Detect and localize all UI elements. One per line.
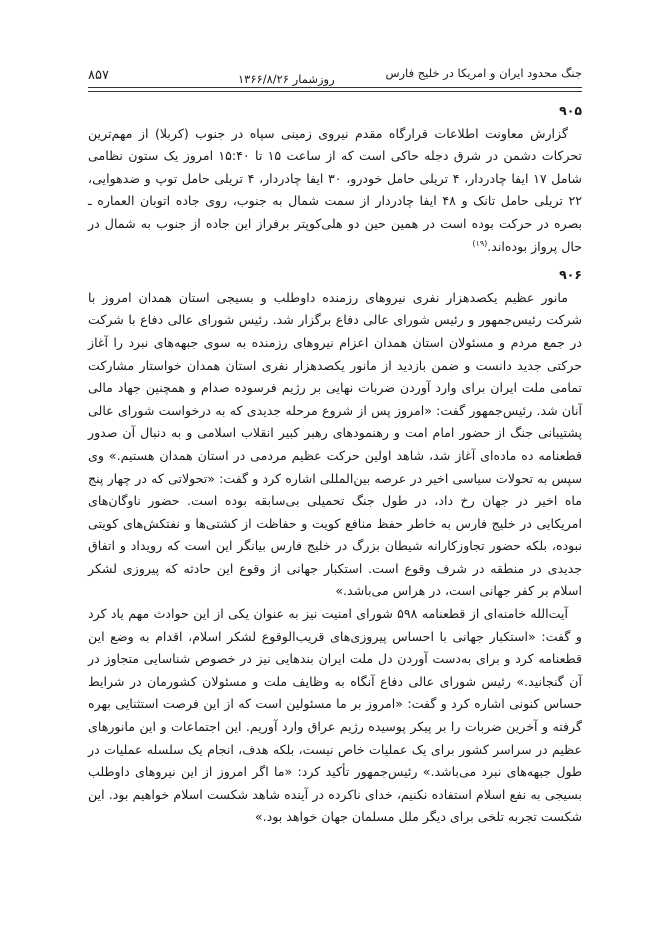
entry-number: ۹۰۵ — [559, 103, 582, 118]
footnote-ref: (۱۹) — [472, 238, 488, 248]
page-number: ۸۵۷ — [88, 68, 109, 83]
entry-paragraph: آیت‌الله خامنه‌ای از قطعنامه ۵۹۸ شورای امنیت نیز به عنوان یکی از این حوادث مهم یاد کرد و گفت: «استکبار جهانی با احساس پیروزی‌های قریب‌الوقوع لشکر اسلام، اقدام به وضع این قطعنامه کرد و برای به‌دست آوردن دل ملت ایران بندهایی نیز در خصوص شناسایی متجاوز در آن گنجانید.» رئیس شورای عالی دفاع آنگاه به وظایف ملت و مسئولان کشورمان در شرایط حساس کنونی اشاره کرد و گفت: «امروز بر ما مسئولین است که از این فرصت استثنایی بهره گرفته و آخرین ضربات را بر پیکر پوسیده رژیم عراق وارد آوریم. این اجتماعات و این مانورهای عظیم در سراسر کشور برای یک عملیات خاص نیست، بلکه هدف، انجام یک سلسله عملیات در طول جبهه‌های نبرد می‌باشد.» رئیس‌جمهور تأکید کرد: «ما اگر امروز از این نیروهای داوطلب بسیجی به نفع اسلام استفاده نکنیم، خدای ناکرده در آینده شاهد شکست اسلام خواهیم بود. این شکست تجربه تلخی برای دیگر ملل مسلمان جهان خواهد بود.» — [88, 606, 582, 825]
paragraph-text: گزارش معاونت اطلاعات قرارگاه مقدم نیروی زمینی سپاه در جنوب (کربلا) از مهم‌ترین تحرکات دشمن در شرق دجله حاکی است که از ساعت ۱۵ تا ۱۵:۴۰ امروز یک ستون نظامی شامل ۱۷ ایفا چادردار، ۴ تریلی حامل خودرو، ۳۰ ایفا چادردار، ۴ تریلی حامل توپ و ضدهوایی، ۲۲ تریلی حامل تانک و ۴۸ ایفا چادردار از سمت شمال به جنوب، روی جاده اتوبان العماره ـ بصره در حرکت بوده است در همین حین دو هلی‌کوپتر برفراز این جاده از جنوب به شمال در حال پرواز بوده‌اند. — [88, 125, 583, 254]
page-body — [88, 94, 582, 829]
running-header — [88, 66, 582, 92]
book-title: جنگ محدود ایران و امریکا در خلیج فارس — [385, 66, 582, 80]
entry-number: ۹۰۶ — [559, 267, 582, 283]
header-double-rule — [88, 87, 582, 92]
entry-paragraph: مانور عظیم یکصدهزار نفری نیروهای رزمنده داوطلب و بسیجی استان همدان امروز با شرکت رئیس‌جمهور و رئیس شورای عالی دفاع برگزار شد. رئیس شورای عالی دفاع با شرکت در جمع مردم و مسئولان استان همدان اعزام نیروهای رزمنده به سوی جبهه‌های نبرد را آغاز حرکتی جدید دانست و ضمن بازدید از مانور یکصدهزار نفری استان همدان خواستار مشارکت تمامی ملت ایران برای وارد آوردن ضربات نهایی بر رژیم فرسوده صدام و همچنین جهاد مالی آنان شد. رئیس‌جمهور گفت: «امروز پس از شروع مرحله جدیدی که به درخواست شورای عالی پشتیبانی جنگ از حضور امام امت و رهنمودهای رهبر کبیر انقلاب اسلامی و به دنبال آن صدور قطعنامه ده ماده‌ای آغاز شد، شاهد اولین حرکت عظیم مردمی در استان همدان هستیم.» وی سپس به تحولات سیاسی اخیر در عرصه بین‌المللی اشاره کرد و گفت: «تحولاتی که در چهار پنج ماه اخیر در جهان رخ داد، در طول جنگ تحمیلی بی‌سابقه بوده است. حضور ناوگان‌های امریکایی در خلیج فارس به خاطر حفظ منافع کویت و حفاظت از کشتی‌ها و نفتکش‌های کویتی نبوده، بلکه حضور تجاوزکارانه شیطان بزرگ در خلیج فارس بیانگر این است که رویداد و اتفاق جدیدی در منطقه در شرف وقوع است. استکبار جهانی از وقوع این حادثه که پیروزی لشکر اسلام بر کفر جهانی است، در هراس می‌باشد.» — [88, 289, 582, 599]
diary-date-label: روزشمار ۱۳۶۶/۸/۲۶ — [238, 72, 335, 86]
entry-paragraph — [88, 123, 582, 259]
